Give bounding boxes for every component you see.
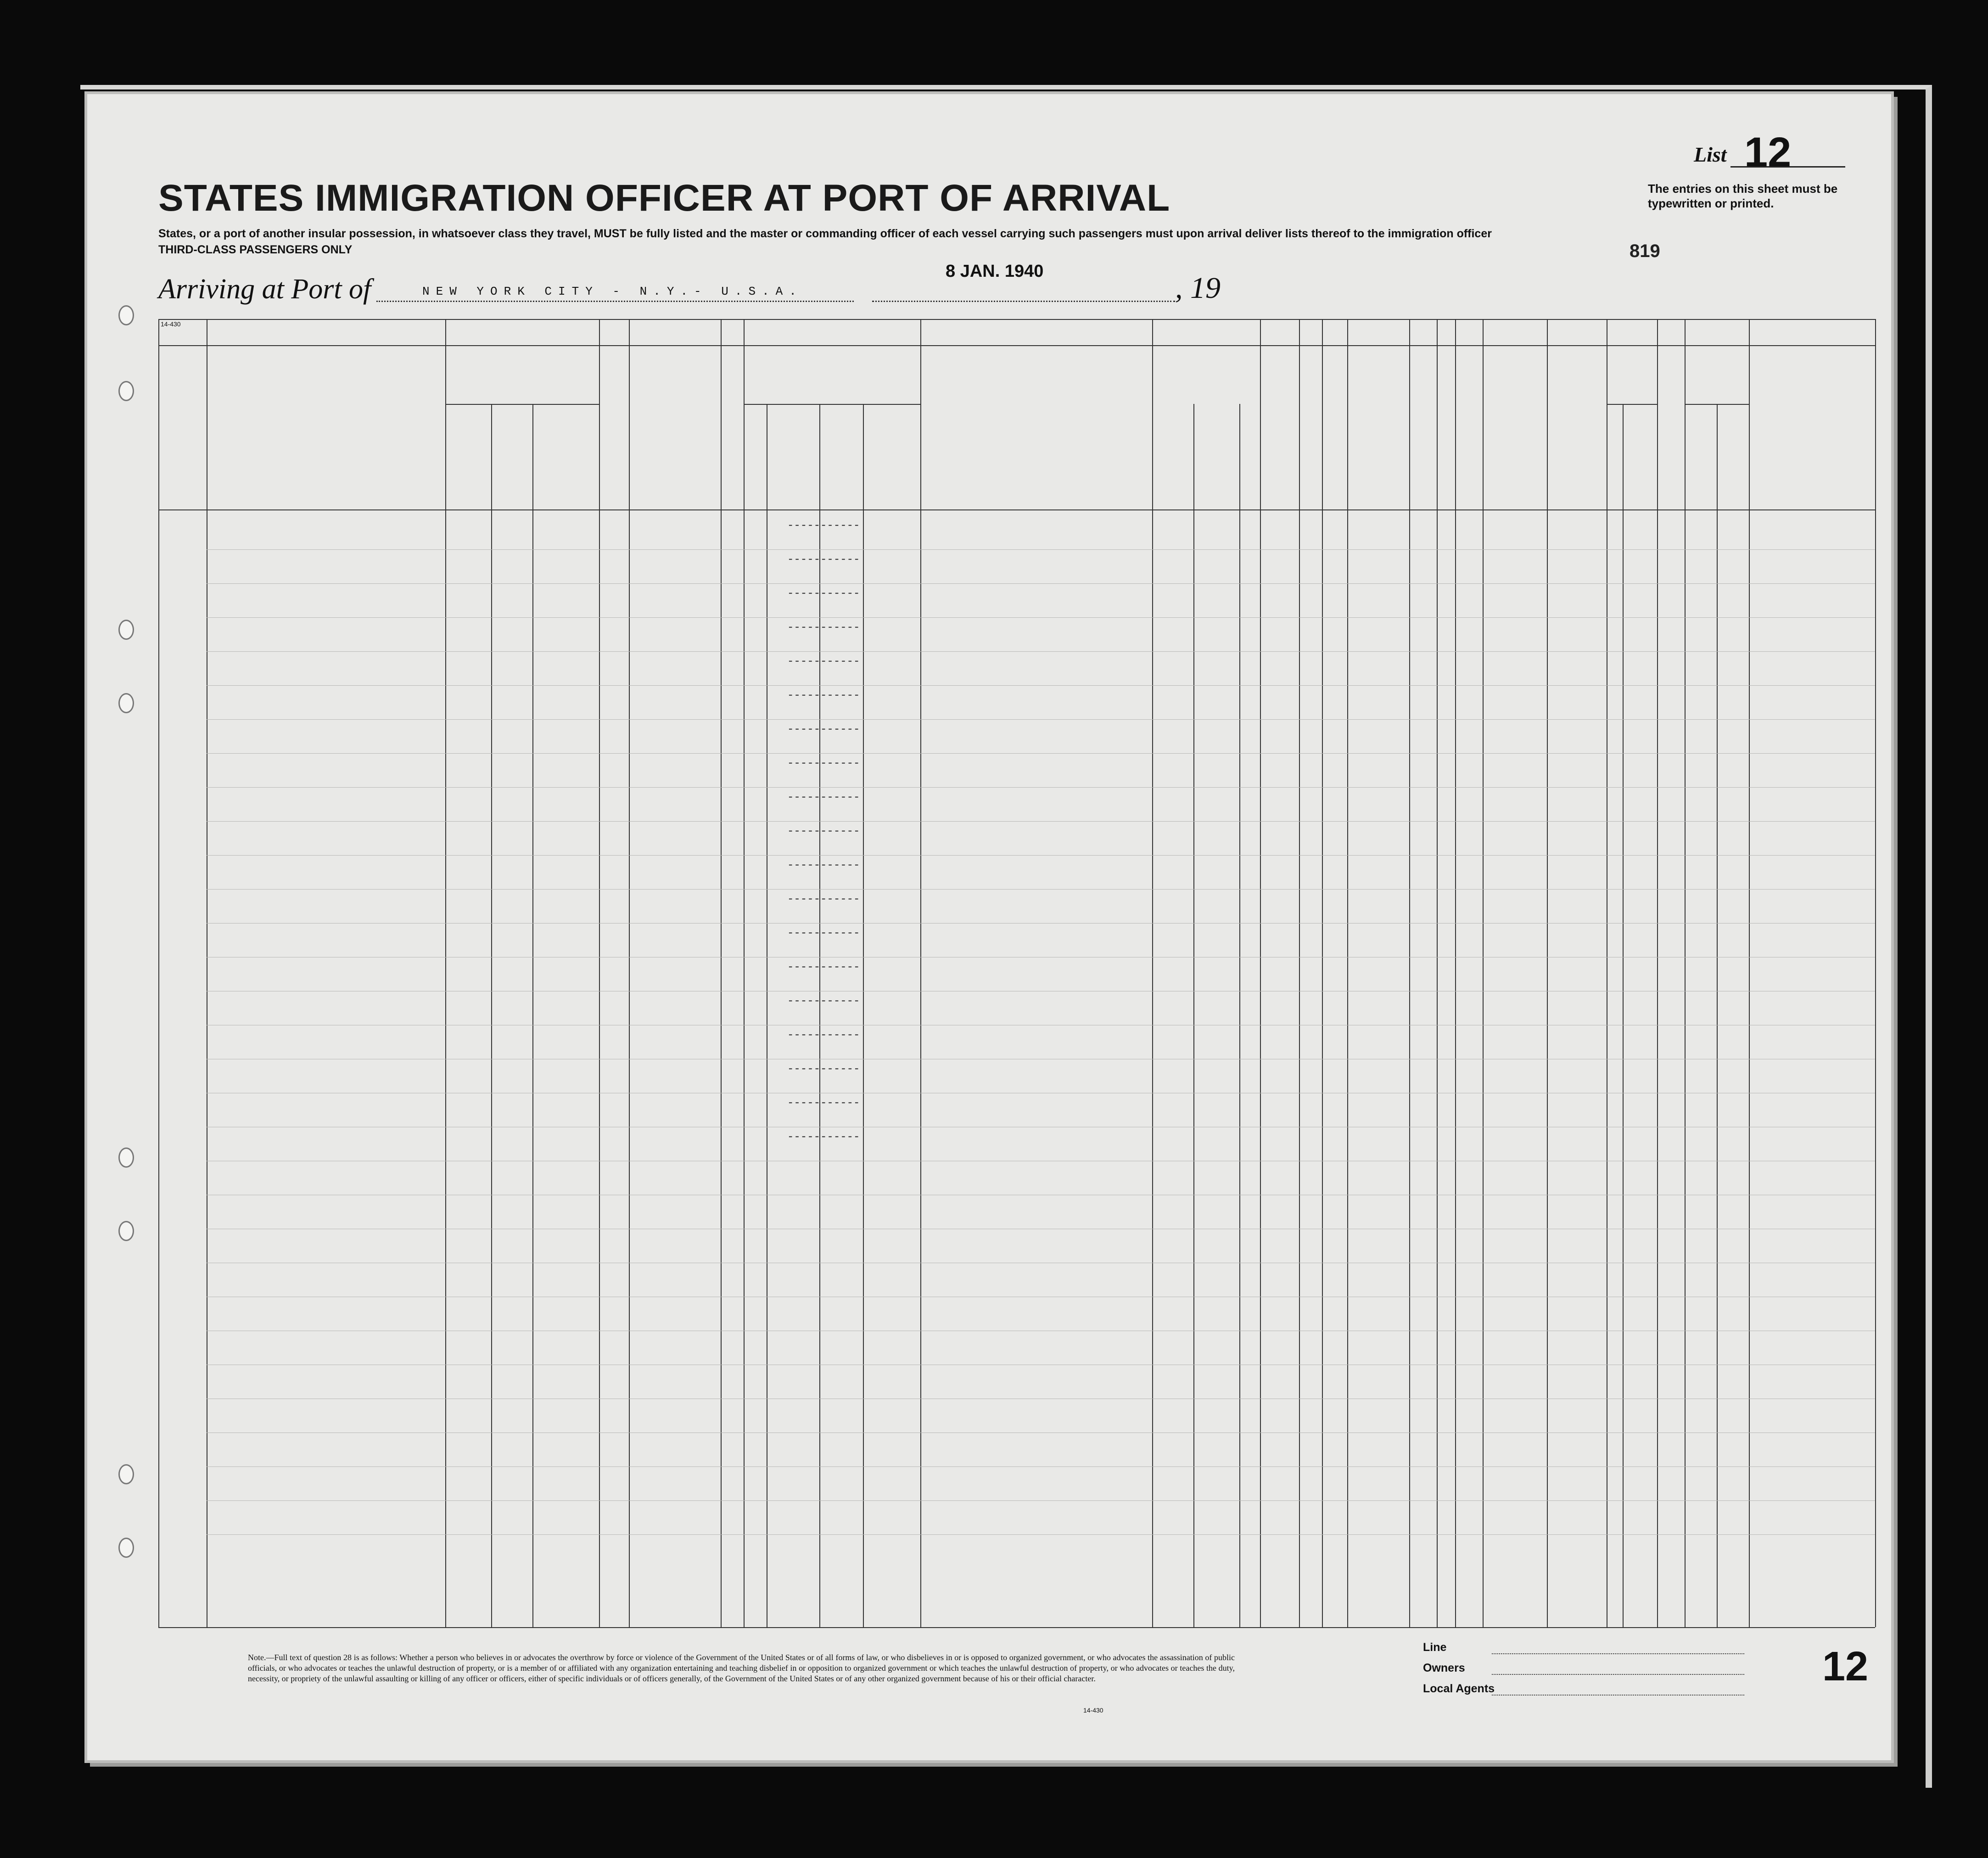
column-divider — [1152, 319, 1153, 1627]
row-rule — [207, 719, 1875, 720]
punch-hole — [118, 620, 134, 640]
column-divider — [158, 319, 159, 1627]
row-rule — [207, 583, 1875, 584]
column-divider — [1547, 319, 1548, 1627]
dash-fill: ----------- — [787, 655, 860, 668]
column-divider — [599, 319, 600, 1627]
row-rule — [207, 787, 1875, 788]
column-divider — [1299, 319, 1300, 1627]
sub-column-divider — [1623, 404, 1624, 1627]
form-code-bottom: 14-430 — [1083, 1707, 1103, 1714]
punch-hole — [118, 305, 134, 325]
dash-fill: ----------- — [787, 859, 860, 872]
row-rule — [207, 549, 1875, 550]
year-prefix: , 19 — [1175, 271, 1221, 305]
dash-fill: ----------- — [787, 554, 860, 566]
punch-hole — [118, 1221, 134, 1241]
footnote-question-28: Note.—Full text of question 28 is as follows: Whether a person who believes in or advocates the overthrow by force or violence of the Government of the United States or of all forms of law, or who disbelieves in or is opposed to organized government, or who advocates the assassination of public officials, or who advocates or teaches the unlawful destruction of property, or is a member of or affiliated with any organization entertaining and teaching disbelief in or opposition to organized government or which teaches the unlawful destruction of property, or who advocates or teaches the duty, necessity, or propriety of the unlawful assaulting or killing of any officer or officers, either of specific individuals or of officers generally, of the Government of the United States or of any other organized government because of his or their official character. — [248, 1653, 1235, 1683]
dash-fill: ----------- — [787, 791, 860, 804]
header-bottom-rule — [158, 509, 1875, 510]
manifest-sheet — [87, 94, 1891, 1760]
dash-fill: ----------- — [787, 621, 860, 634]
table-bottom-rule — [158, 1627, 1875, 1628]
row-rule — [207, 685, 1875, 686]
dash-fill: ----------- — [787, 588, 860, 600]
typewritten-note: The entries on this sheet must be typewritten or printed. — [1648, 182, 1838, 210]
row-rule — [207, 617, 1875, 618]
date-stamp: 8 JAN. 1940 — [946, 262, 1044, 281]
column-divider — [1483, 319, 1484, 1627]
row-rule — [207, 821, 1875, 822]
dash-fill: ----------- — [787, 520, 860, 532]
list-number: 12 — [1744, 129, 1792, 176]
class-line: THIRD-CLASS PASSENGERS ONLY — [158, 243, 353, 256]
row-rule — [207, 889, 1875, 890]
row-rule — [207, 753, 1875, 754]
sub-header-rule — [1685, 404, 1749, 405]
list-underline — [1730, 166, 1845, 168]
instruction-line: States, or a port of another insular possession, in whatsoever class they travel, MUST be fully listed and the master or commanding officer of each vessel carrying such passengers must upon arrival deliver lists thereof to the immigration officer — [158, 227, 1492, 240]
table-top-rule — [158, 319, 1875, 320]
dash-fill: ----------- — [787, 1131, 860, 1143]
form-code-top: 14-430 — [161, 320, 181, 328]
dash-fill: ----------- — [787, 927, 860, 940]
sub-column-divider — [863, 404, 864, 1627]
column-divider — [1260, 319, 1261, 1627]
row-rule — [207, 1500, 1875, 1501]
port-value: NEW YORK CITY - N.Y.- U.S.A. — [422, 285, 803, 298]
sub-column-divider — [1239, 404, 1240, 1627]
punch-hole — [118, 1464, 134, 1484]
punch-hole — [118, 1147, 134, 1168]
row-rule — [207, 1534, 1875, 1535]
punch-hole — [118, 1538, 134, 1558]
sub-column-divider — [532, 404, 533, 1627]
footer-owners-label: Owners — [1423, 1662, 1465, 1674]
column-divider — [629, 319, 630, 1627]
column-divider — [1685, 319, 1686, 1627]
dash-fill: ----------- — [787, 961, 860, 974]
colnum-rule — [158, 345, 1875, 346]
column-divider — [1749, 319, 1750, 1627]
footer-line-label: Line — [1423, 1641, 1447, 1654]
column-divider — [1347, 319, 1348, 1627]
column-divider — [1409, 319, 1410, 1627]
page-title: STATES IMMIGRATION OFFICER AT PORT OF ARRIVAL — [158, 177, 1170, 219]
column-divider — [1875, 319, 1876, 1627]
punch-hole — [118, 381, 134, 401]
stamp-code: 819 — [1630, 241, 1660, 261]
column-divider — [445, 319, 446, 1627]
list-label: List — [1694, 143, 1727, 166]
column-divider — [1657, 319, 1658, 1627]
column-divider — [1455, 319, 1456, 1627]
footer-owners-rule — [1492, 1674, 1744, 1675]
sub-header-rule — [1607, 404, 1657, 405]
row-rule — [207, 1466, 1875, 1467]
footer-agents-rule — [1492, 1695, 1744, 1696]
sub-column-divider — [1717, 404, 1718, 1627]
sub-column-divider — [1193, 404, 1194, 1627]
dash-fill: ----------- — [787, 995, 860, 1007]
row-rule — [207, 651, 1875, 652]
footer-agents-label: Local Agents — [1423, 1682, 1495, 1695]
footer-line-rule — [1492, 1653, 1744, 1654]
column-divider — [920, 319, 921, 1627]
punch-hole — [118, 693, 134, 713]
arriving-label: Arriving at Port of — [158, 274, 371, 305]
dash-fill: ----------- — [787, 1097, 860, 1109]
dash-fill: ----------- — [787, 1063, 860, 1075]
dash-fill: ----------- — [787, 893, 860, 906]
column-divider — [721, 319, 722, 1627]
row-rule — [207, 855, 1875, 856]
dash-fill: ----------- — [787, 1029, 860, 1041]
dash-fill: ----------- — [787, 723, 860, 736]
column-divider — [1322, 319, 1323, 1627]
sub-column-divider — [491, 404, 492, 1627]
column-divider — [1437, 319, 1438, 1627]
date-dotline — [872, 301, 1175, 302]
dash-fill: ----------- — [787, 689, 860, 702]
sub-header-rule — [445, 404, 599, 405]
dash-fill: ----------- — [787, 757, 860, 770]
page-number: 12 — [1822, 1644, 1869, 1690]
sub-header-rule — [744, 404, 920, 405]
column-divider — [744, 319, 745, 1627]
port-dotline — [376, 301, 854, 302]
dash-fill: ----------- — [787, 825, 860, 838]
